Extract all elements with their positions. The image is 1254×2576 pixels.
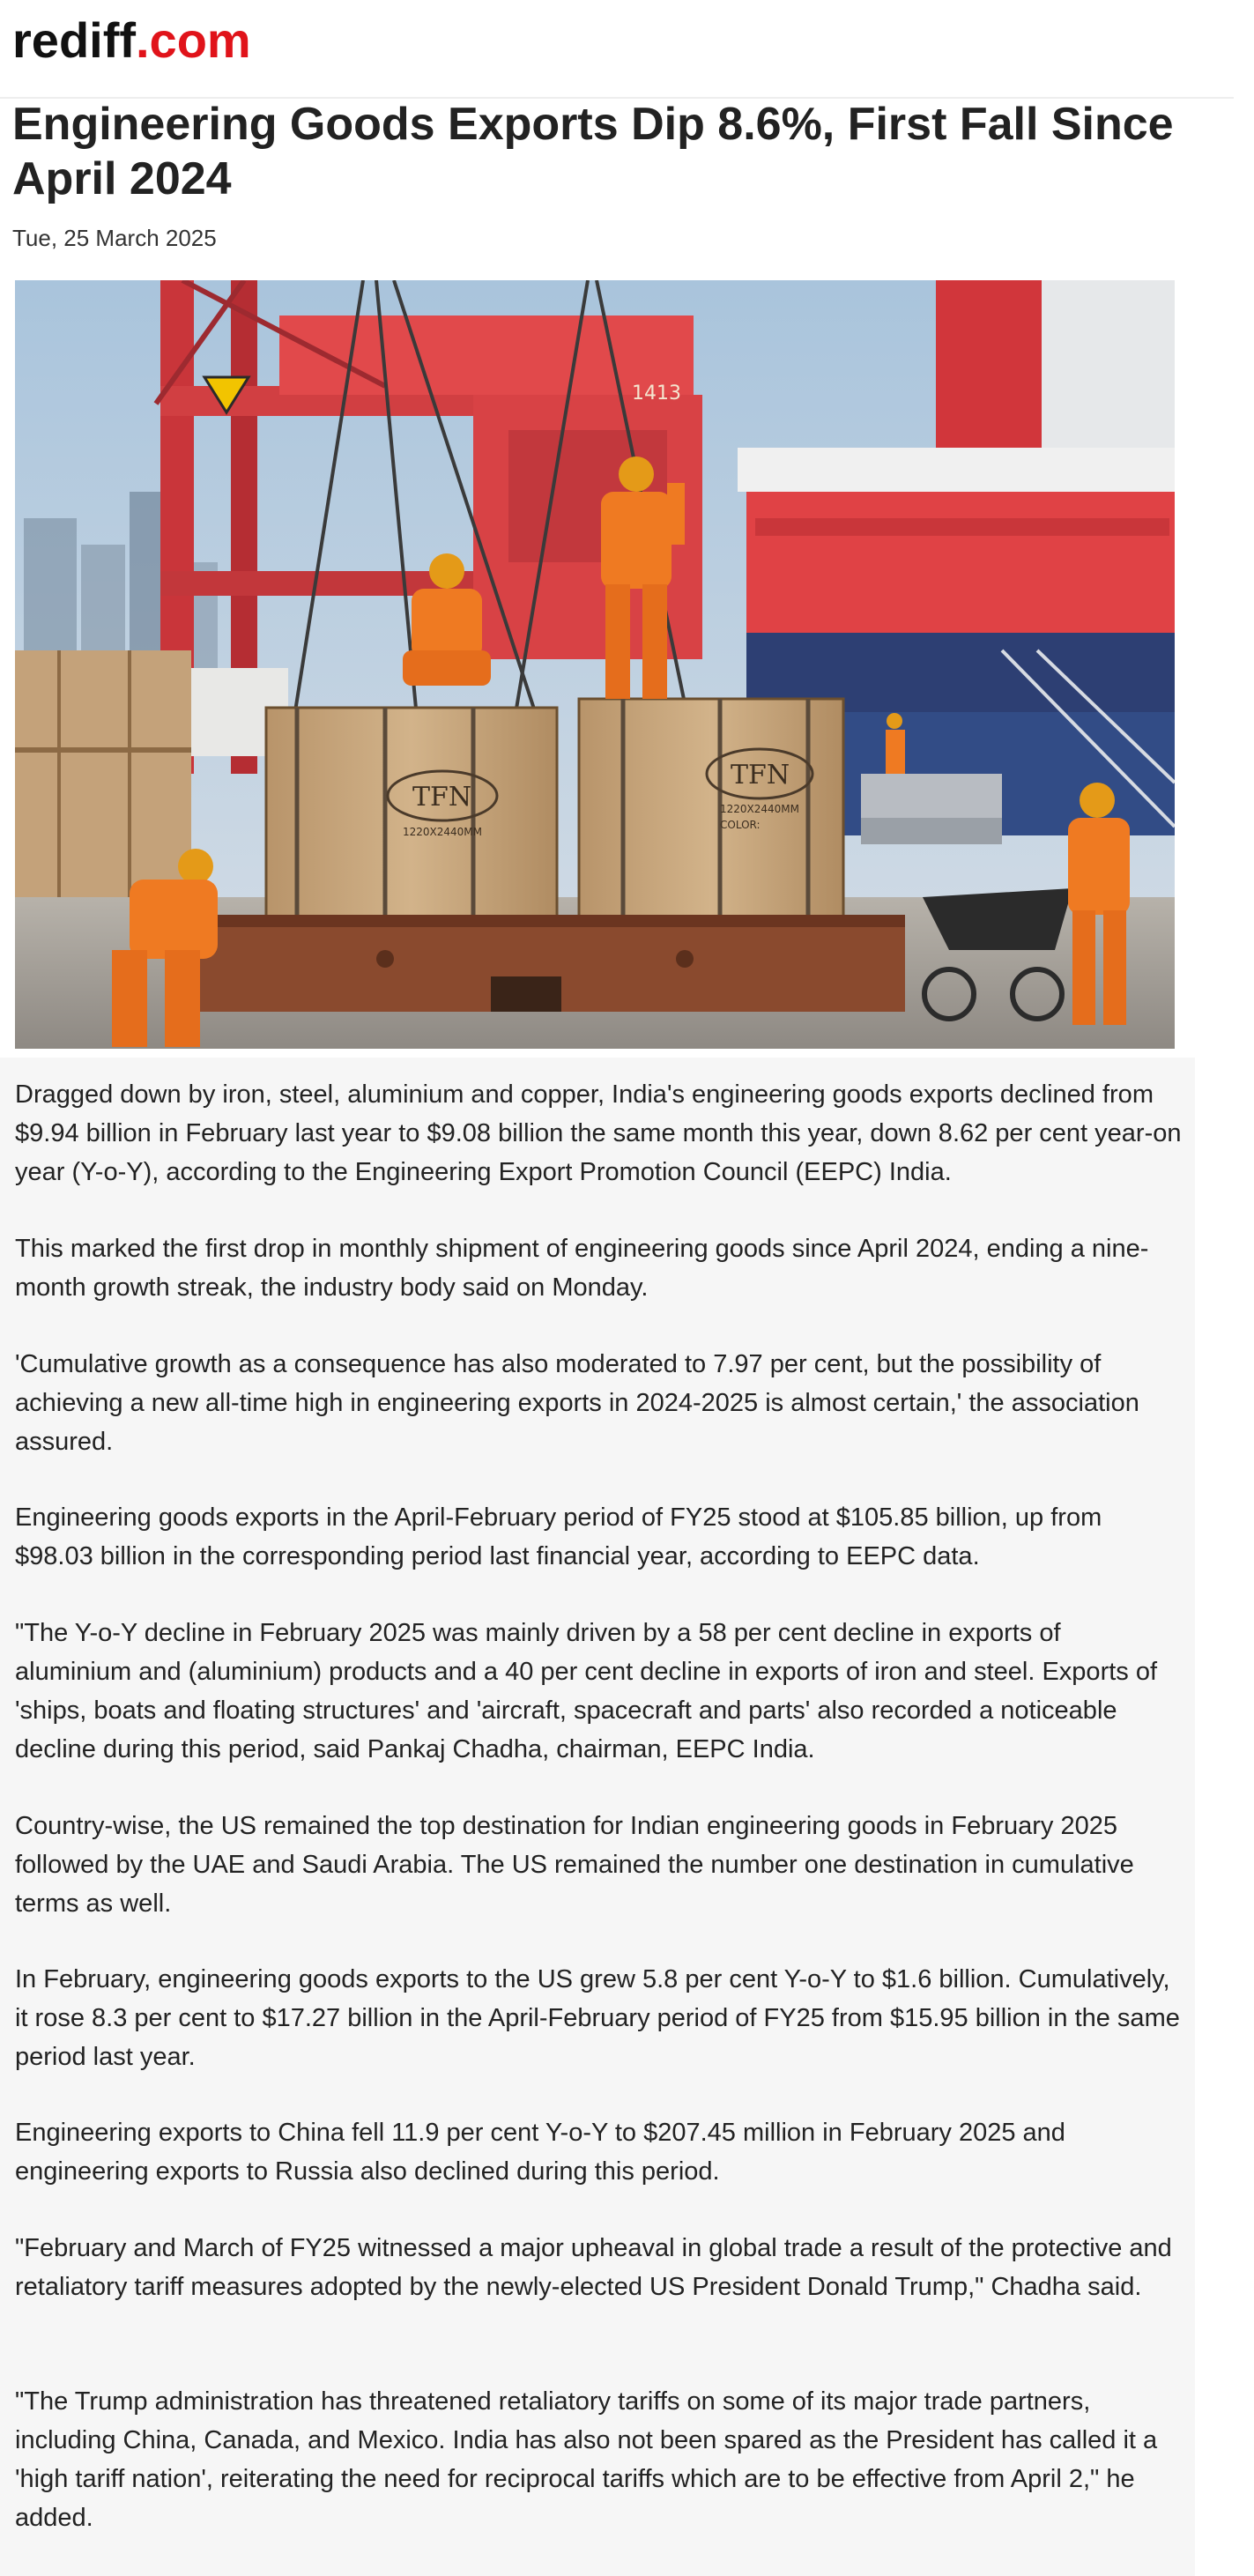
- flatbed-trailer: [200, 915, 905, 1012]
- article-paragraph-1: Dragged down by iron, steel, aluminium and copper, India's engineering goods exports declined from $9.94 billion in February last year to $9.08 billion the same month this year, down 8.62 per cent year-on year (Y-o-Y), according to the Engineering Export Promotion Council (EEPC) India.: [15, 1080, 1182, 1186]
- article-title: Engineering Goods Exports Dip 8.6%, First Fall Since April 2024: [12, 99, 1174, 204]
- crate-tfn-2: [579, 699, 843, 919]
- article-paragraph-2: This marked the first drop in monthly shipment of engineering goods since April 2024, ending a nine-month growth streak, the industry body said on Monday.: [15, 1235, 1149, 1302]
- crate-brand-text-2: TFN: [731, 760, 790, 791]
- worker-distant: [886, 713, 905, 774]
- article-paragraph-5: "The Y-o-Y decline in February 2025 was mainly driven by a 58 per cent decline in exports of aluminium and (aluminium) products and a 40 per cent decline in exports of iron and steel. Exports of 'ships, boats and floating structures' and 'aircraft, spacecraft and parts' also recorded a noticeable decline during this period, said Pankaj Chadha, chairman, EEPC India.: [15, 1619, 1158, 1763]
- article-hero-image: [15, 280, 1175, 1049]
- logo-suffix-text: .com: [136, 12, 251, 68]
- article-paragraph-9: "February and March of FY25 witnessed a major upheaval in global trade a result of the protective and retaliatory tariff measures adopted by the newly-elected US President Donald Trump," Chadha said.: [15, 2234, 1172, 2301]
- crate-size-text-1: 1220X2440MM: [403, 826, 483, 838]
- article-body: [0, 1058, 1195, 2576]
- article-paragraph-3: 'Cumulative growth as a consequence has also moderated to 7.97 per cent, but the possibility of achieving a new all-time high in engineering exports in 2024-2025 is almost certain,' the association assured.: [15, 1350, 1139, 1456]
- article-paragraph-4: Engineering goods exports in the April-February period of FY25 stood at $105.85 billion, up from $98.03 billion in the corresponding period last financial year, according to EEPC data.: [15, 1503, 1102, 1570]
- logo-main-text: rediff: [12, 12, 136, 68]
- site-header: [0, 0, 1234, 99]
- crate-tfn-1: [266, 708, 557, 919]
- crate-color-text-2: COLOR:: [720, 819, 761, 831]
- article-paragraph-6: Country-wise, the US remained the top destination for Indian engineering goods in February 2025 followed by the UAE and Saudi Arabia. The US remained the number one destination in cumulative terms as well.: [15, 1812, 1134, 1918]
- crate-brand-text-1: TFN: [412, 782, 472, 813]
- steel-stacks: [861, 774, 1002, 844]
- article-date: Tue, 25 March 2025: [12, 225, 217, 251]
- crane-marking-text: 1413: [632, 382, 681, 405]
- crate-size-text-2: 1220X2440MM: [720, 803, 800, 815]
- article-paragraph-7: In February, engineering goods exports to the US grew 5.8 per cent Y-o-Y to $1.6 billion. Cumulatively, it rose 8.3 per cent to $17.27 billion in the April-February period of FY25 from $15.95 billion in the same period last year.: [15, 1965, 1180, 2071]
- article-paragraph-8: Engineering exports to China fell 11.9 per cent Y-o-Y to $207.45 million in February 2025 and engineering exports to Russia also declined during this period.: [15, 2119, 1065, 2186]
- article-paragraph-10: "The Trump administration has threatened retaliatory tariffs on some of its major trade partners, including China, Canada, and Mexico. India has also not been spared as the President has called it a 'high tariff nation', reiterating the need for reciprocal tariffs which are to be effective from April 2," he added.: [15, 2387, 1158, 2532]
- rediff-logo[interactable]: [12, 7, 251, 74]
